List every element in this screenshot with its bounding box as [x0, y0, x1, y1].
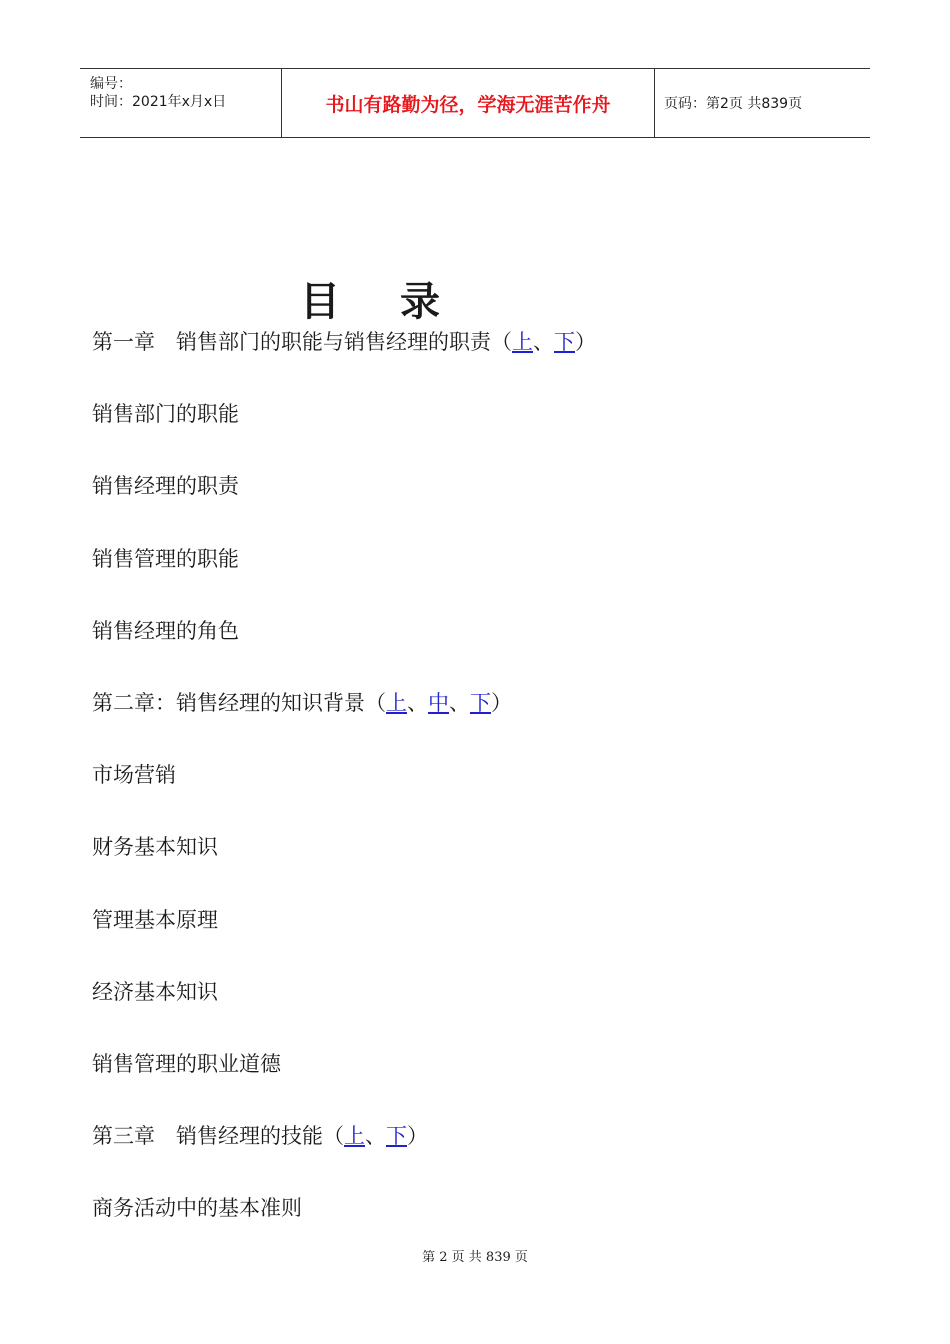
toc-entry-text: 第一章 销售部门的职能与销售经理的职责（ — [92, 330, 512, 354]
page-footer: 第 2 页 共 839 页 — [422, 1250, 528, 1265]
toc-link-separator: 、 — [533, 330, 554, 354]
toc-part-link[interactable]: 下 — [470, 691, 491, 715]
toc-entry-text: 财务基本知识 — [92, 835, 218, 859]
toc-entry-text: 第三章 销售经理的技能（ — [92, 1124, 344, 1148]
toc-entry-text: 管理基本原理 — [92, 908, 218, 932]
toc-entry-text: 市场营销 — [92, 763, 176, 787]
toc-link-separator: 、 — [407, 691, 428, 715]
toc-entry — [92, 1048, 281, 1080]
toc-entry-close: ） — [491, 691, 512, 715]
toc-entry-text: 销售经理的职责 — [92, 474, 239, 498]
toc-entry — [92, 976, 218, 1008]
toc-entry — [92, 398, 239, 430]
toc-entry — [92, 687, 512, 719]
toc-part-link[interactable]: 上 — [512, 330, 533, 354]
toc-part-link[interactable]: 上 — [344, 1124, 365, 1148]
header-page-info: 页码：第2页 共839页 — [664, 96, 803, 112]
toc-entry-text: 销售经理的角色 — [92, 619, 239, 643]
toc-entry-close: ） — [575, 330, 596, 354]
toc-part-link[interactable]: 上 — [386, 691, 407, 715]
toc-entry-text: 商务活动中的基本准则 — [92, 1196, 302, 1220]
toc-entry — [92, 615, 239, 647]
toc-part-link[interactable]: 下 — [554, 330, 575, 354]
toc-entry — [92, 326, 596, 358]
toc-link-separator: 、 — [365, 1124, 386, 1148]
toc-entry-text: 销售管理的职业道德 — [92, 1052, 281, 1076]
toc-entry — [92, 543, 239, 575]
toc-entry-text: 第二章：销售经理的知识背景（ — [92, 691, 386, 715]
toc-entry-text: 销售部门的职能 — [92, 402, 239, 426]
toc-entry — [92, 831, 218, 863]
page-header — [80, 68, 870, 138]
toc-link-separator: 、 — [449, 691, 470, 715]
toc-entry-text: 销售管理的职能 — [92, 547, 239, 571]
header-motto: 书山有路勤为径，学海无涯苦作舟 — [282, 69, 655, 137]
toc-entry — [92, 904, 218, 936]
header-number-label: 编号： — [90, 76, 132, 92]
toc-entry — [92, 470, 239, 502]
toc-part-link[interactable]: 中 — [428, 691, 449, 715]
header-time-label: 时间：2021年x月x日 — [90, 94, 227, 110]
toc-entry — [92, 759, 176, 791]
toc-part-link[interactable]: 下 — [386, 1124, 407, 1148]
toc-entry-text: 经济基本知识 — [92, 980, 218, 1004]
toc-entry-close: ） — [407, 1124, 428, 1148]
toc-entry — [92, 1192, 302, 1224]
toc-entry — [92, 1120, 428, 1152]
header-meta-cell — [80, 69, 282, 137]
page-title: 目录 — [300, 279, 500, 325]
